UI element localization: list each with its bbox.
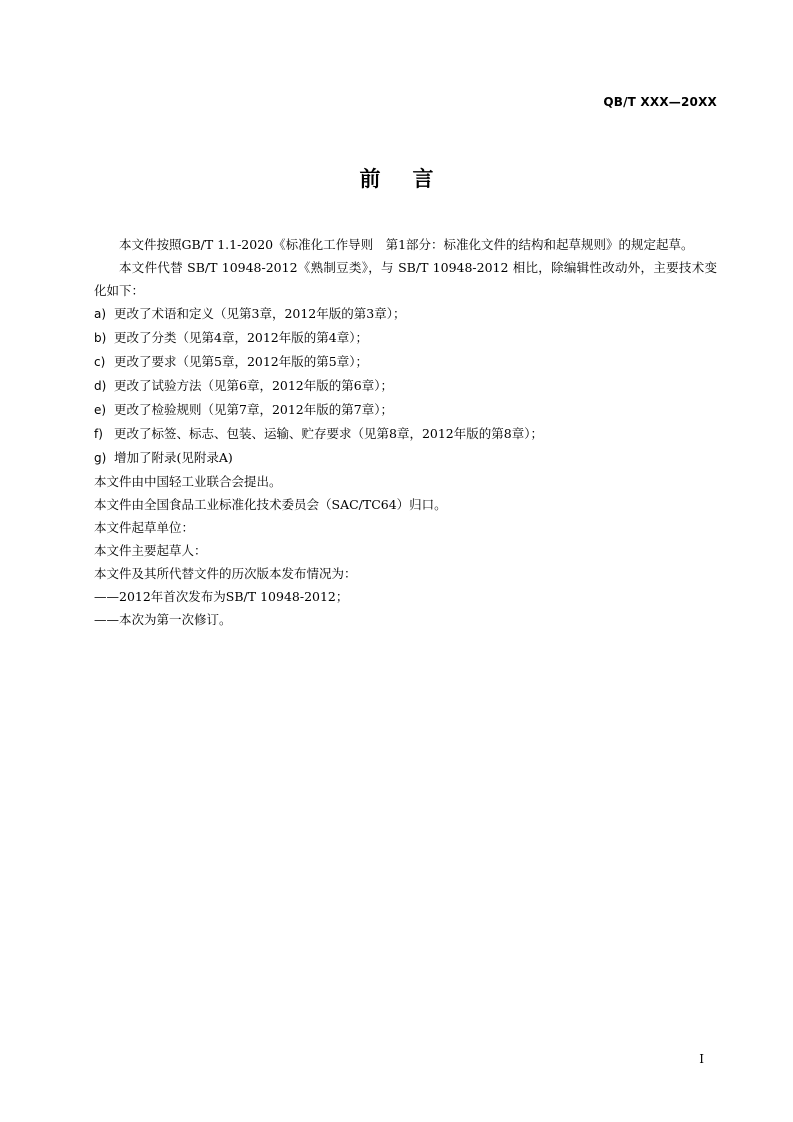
list-marker: a) — [94, 307, 107, 321]
list-item-text: 更改了要求（见第5章，2012年版的第5章）； — [113, 354, 368, 369]
list-item — [94, 446, 717, 470]
list-item-text: 更改了试验方法（见第6章，2012年版的第6章）； — [113, 378, 393, 393]
version-history-heading: 本文件及其所代替文件的历次版本发布情况为： — [94, 566, 357, 581]
list-item — [94, 302, 717, 326]
list-marker: e) — [94, 403, 107, 417]
drafting-unit-statement: 本文件起草单位： — [94, 520, 195, 535]
list-marker: b) — [94, 331, 107, 345]
drafters-statement: 本文件主要起草人： — [94, 543, 207, 558]
list-item-text: 更改了术语和定义（见第3章，2012年版的第3章）； — [113, 306, 406, 321]
version-history-item: ——2012年首次发布为SB/T 10948-2012； — [94, 589, 349, 604]
list-item — [94, 398, 717, 422]
list-marker: d) — [94, 379, 107, 393]
list-item — [94, 422, 717, 446]
list-item-text: 更改了分类（见第4章，2012年版的第4章）； — [113, 330, 368, 345]
drafting-rules-paragraph: 本文件按照GB/T 1.1-2020《标准化工作导则 第1部分：标准化文件的结构和起草规则》的规定起草。 — [119, 237, 694, 252]
proposer-statement: 本文件由中国轻工业联合会提出。 — [94, 474, 282, 489]
page-number: I — [699, 1052, 704, 1066]
list-marker: f) — [94, 427, 103, 441]
list-item-text: 更改了标签、标志、包装、运输、贮存要求（见第8章，2012年版的第8章）； — [113, 426, 543, 441]
page-title: 前言 — [359, 167, 466, 191]
committee-statement: 本文件由全国食品工业标准化技术委员会（SAC/TC64）归口。 — [94, 497, 447, 512]
list-marker: c) — [94, 355, 106, 369]
list-marker: g) — [94, 451, 107, 465]
list-item — [94, 374, 717, 398]
document-body — [94, 233, 717, 631]
list-item — [94, 326, 717, 350]
replacement-paragraph: 本文件代替 SB/T 10948-2012《熟制豆类》，与 SB/T 10948-2012 相比，除编辑性改动外，主要技术变化如下： — [94, 260, 717, 298]
version-history-item: ——本次为第一次修订。 — [94, 612, 232, 627]
list-item — [94, 350, 717, 374]
list-item-text: 增加了附录(见附录A) — [113, 450, 233, 465]
standard-code: QB/T XXX—20XX — [603, 95, 717, 109]
list-item-text: 更改了检验规则（见第7章，2012年版的第7章）； — [113, 402, 393, 417]
changes-list — [94, 302, 717, 470]
